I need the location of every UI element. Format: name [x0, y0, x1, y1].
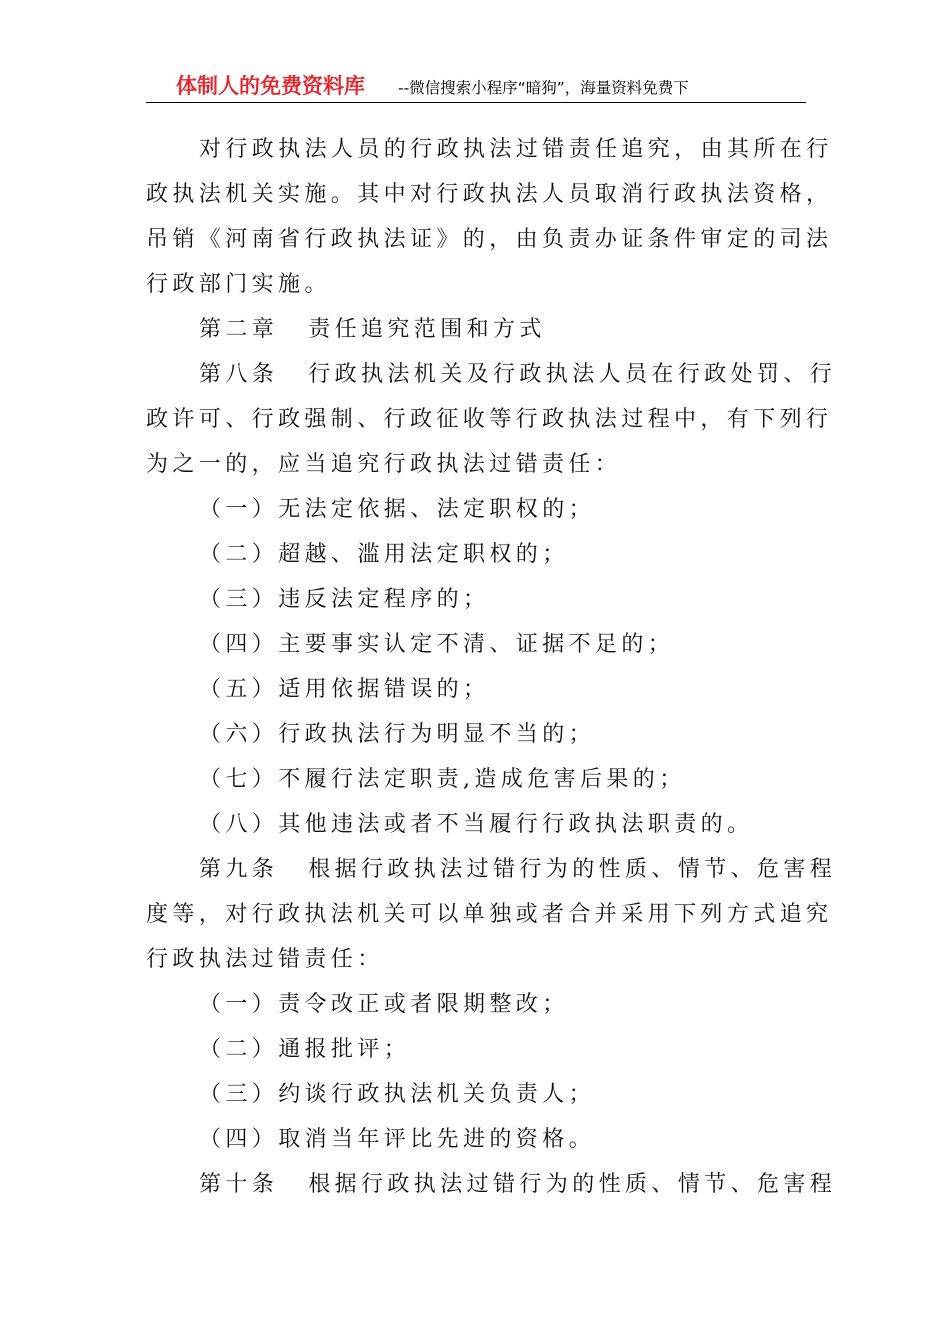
article-number: 第十条 [199, 1172, 279, 1197]
article-text: 根据行政执法过错行为的性质、情节、危害程 [308, 857, 837, 882]
chapter-heading [146, 307, 808, 352]
chapter-title: 责任追究范围和方式 [308, 317, 546, 342]
list-item: （三）约谈行政执法机关负责人； [199, 1082, 596, 1107]
text-line: 对行政执法人员的行政执法过错责任追究，由其所在行 [199, 137, 833, 162]
header-brand: 体制人的免费资料库 [176, 74, 365, 98]
page-header [146, 70, 806, 103]
list-item: （一）无法定依据、法定职权的； [199, 497, 596, 522]
list-item: （二）超越、滥用法定职权的； [199, 542, 569, 567]
list-item: （七）不履行法定职责,造成危害后果的； [199, 767, 686, 792]
text-line: 度等，对行政执法机关可以单独或者合并采用下列方式追究 [146, 902, 833, 927]
article-number: 第八条 [199, 362, 279, 387]
text-line: 为之一的，应当追究行政执法过错责任： [146, 452, 622, 477]
chapter-number: 第二章 [199, 317, 279, 342]
list-item: （六）行政执法行为明显不当的； [199, 722, 596, 747]
list-item: （三）违反法定程序的； [199, 587, 490, 612]
list-item: （五）适用依据错误的； [199, 677, 490, 702]
list-item: （四）取消当年评比先进的资格。 [199, 1127, 596, 1152]
article-line [146, 352, 837, 397]
text-line: 行政部门实施。 [146, 272, 331, 297]
article-number: 第九条 [199, 857, 279, 882]
article-text: 行政执法机关及行政执法人员在行政处罚、行 [308, 362, 837, 387]
header-tagline: --微信搜索小程序“暗狗”，海量资料免费下 [398, 79, 689, 97]
document-body [146, 127, 837, 1207]
list-item: （二）通报批评； [199, 1037, 411, 1062]
list-item: （八）其他违法或者不当履行行政执法职责的。 [199, 812, 754, 837]
article-line [146, 1162, 837, 1207]
text-line: 政许可、行政强制、行政征收等行政执法过程中，有下列行 [146, 407, 833, 432]
article-text: 根据行政执法过错行为的性质、情节、危害程 [308, 1172, 837, 1197]
text-line: 行政执法过错责任： [146, 947, 384, 972]
text-line: 吊销《河南省行政执法证》的，由负责办证条件审定的司法 [146, 227, 833, 252]
list-item: （一）责令改正或者限期整改； [199, 992, 569, 1017]
text-line: 政执法机关实施。其中对行政执法人员取消行政执法资格， [146, 182, 833, 207]
list-item: （四）主要事实认定不清、证据不足的； [199, 632, 675, 657]
article-line [146, 847, 837, 892]
